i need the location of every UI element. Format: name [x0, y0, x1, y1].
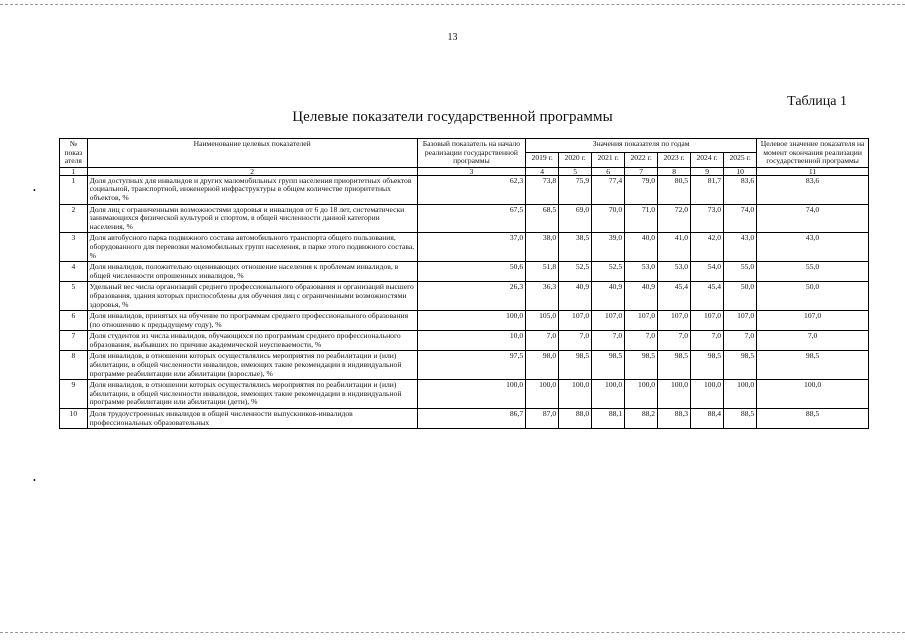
year-value: 107,0 [658, 311, 691, 331]
year-value: 88,2 [625, 409, 658, 429]
year-value: 73,0 [691, 204, 724, 233]
indicator-name: Доля лиц с ограниченными возможностями здоровья и инвалидов от 6 до 18 лет, систематически занимающихся физической культурой и спортом, в общей численности данной категории населения, % [87, 204, 417, 233]
table-row [60, 311, 869, 331]
column-number: 1 [60, 167, 88, 175]
year-value: 98,5 [724, 351, 757, 380]
header-base: Базовый показатель на начало реализации государственной программы [417, 139, 526, 168]
year-value: 72,0 [658, 204, 691, 233]
year-value: 7,0 [559, 331, 592, 351]
column-number: 4 [526, 167, 559, 175]
row-number: 10 [60, 409, 88, 429]
year-value: 100,0 [658, 380, 691, 409]
year-value: 74,0 [724, 204, 757, 233]
year-value: 7,0 [658, 331, 691, 351]
year-value: 55,0 [724, 262, 757, 282]
year-value: 50,0 [724, 282, 757, 311]
year-value: 38,0 [526, 233, 559, 262]
target-value: 88,5 [757, 409, 869, 429]
row-number: 1 [60, 175, 88, 204]
year-value: 75,9 [559, 175, 592, 204]
year-value: 45,4 [658, 282, 691, 311]
year-value: 98,5 [592, 351, 625, 380]
year-value: 107,0 [724, 311, 757, 331]
table-row [60, 351, 869, 380]
year-value: 7,0 [691, 331, 724, 351]
indicator-name: Доля доступных для инвалидов и других маломобильных групп населения приоритетных объектов социальной, транспортной, инженерной инфраструктуры в общем количестве приоритетных объектов, % [87, 175, 417, 204]
year-value: 36,3 [526, 282, 559, 311]
year-value: 98,0 [526, 351, 559, 380]
header-values-by-year: Значения показателя по годам [526, 139, 757, 153]
row-number: 7 [60, 331, 88, 351]
table-row [60, 409, 869, 429]
base-value: 50,6 [417, 262, 526, 282]
indicator-name: Доля трудоустроенных инвалидов в общей численности выпускников-инвалидов профессиональных образовательных [87, 409, 417, 429]
column-number: 11 [757, 167, 869, 175]
column-number: 6 [592, 167, 625, 175]
row-number: 9 [60, 380, 88, 409]
year-value: 52,5 [592, 262, 625, 282]
year-value: 52,5 [559, 262, 592, 282]
year-value: 7,0 [592, 331, 625, 351]
year-value: 53,0 [658, 262, 691, 282]
year-value: 42,0 [691, 233, 724, 262]
year-value: 70,0 [592, 204, 625, 233]
year-value: 45,4 [691, 282, 724, 311]
year-value: 77,4 [592, 175, 625, 204]
year-value: 40,0 [625, 233, 658, 262]
column-number: 7 [625, 167, 658, 175]
year-value: 98,5 [559, 351, 592, 380]
table-label: Таблица 1 [787, 94, 847, 109]
year-value: 68,5 [526, 204, 559, 233]
year-value: 71,0 [625, 204, 658, 233]
year-value: 7,0 [625, 331, 658, 351]
year-value: 88,4 [691, 409, 724, 429]
target-value: 107,0 [757, 311, 869, 331]
indicator-name: Доля студентов из числа инвалидов, обучающихся по программам среднего профессионального образования, выбывших по причине академической неуспеваемости, % [87, 331, 417, 351]
year-value: 107,0 [691, 311, 724, 331]
year-value: 79,0 [625, 175, 658, 204]
target-value: 50,0 [757, 282, 869, 311]
base-value: 97,5 [417, 351, 526, 380]
year-value: 43,0 [724, 233, 757, 262]
target-value: 100,0 [757, 380, 869, 409]
header-year: 2024 г. [691, 153, 724, 167]
year-value: 105,0 [526, 311, 559, 331]
column-number-row [60, 167, 869, 175]
year-value: 39,0 [592, 233, 625, 262]
year-value: 88,1 [592, 409, 625, 429]
table-row [60, 262, 869, 282]
year-value: 81,7 [691, 175, 724, 204]
year-value: 107,0 [559, 311, 592, 331]
header-year: 2019 г. [526, 153, 559, 167]
base-value: 100,0 [417, 311, 526, 331]
year-value: 100,0 [526, 380, 559, 409]
year-value: 40,9 [625, 282, 658, 311]
year-value: 88,5 [724, 409, 757, 429]
header-year: 2023 г. [658, 153, 691, 167]
year-value: 107,0 [592, 311, 625, 331]
base-value: 100,0 [417, 380, 526, 409]
page-number: 13 [447, 32, 458, 43]
column-number: 9 [691, 167, 724, 175]
header-year: 2022 г. [625, 153, 658, 167]
column-number: 2 [87, 167, 417, 175]
year-value: 98,5 [658, 351, 691, 380]
row-number: 3 [60, 233, 88, 262]
indicator-name: Доля автобусного парка подвижного состава автомобильного транспорта общего пользования, оборудованного для перевозки маломобильных групп населения, в парке этого подвижного состава, % [87, 233, 417, 262]
table-row [60, 331, 869, 351]
year-value: 51,8 [526, 262, 559, 282]
column-number: 8 [658, 167, 691, 175]
header-target: Целевое значение показателя на момент окончания реализации государственной программы [757, 139, 869, 168]
year-value: 100,0 [559, 380, 592, 409]
row-number: 4 [60, 262, 88, 282]
header-year: 2021 г. [592, 153, 625, 167]
year-value: 100,0 [625, 380, 658, 409]
row-number: 8 [60, 351, 88, 380]
year-value: 53,0 [625, 262, 658, 282]
table-row [60, 282, 869, 311]
base-value: 62,3 [417, 175, 526, 204]
year-value: 100,0 [724, 380, 757, 409]
target-value: 74,0 [757, 204, 869, 233]
header-num: № показ ателя [60, 139, 88, 168]
column-number: 10 [724, 167, 757, 175]
year-value: 87,0 [526, 409, 559, 429]
row-number: 5 [60, 282, 88, 311]
margin-dot: • [33, 476, 36, 485]
year-value: 7,0 [724, 331, 757, 351]
base-value: 67,5 [417, 204, 526, 233]
target-value: 55,0 [757, 262, 869, 282]
table-row [60, 380, 869, 409]
year-value: 40,9 [592, 282, 625, 311]
row-number: 6 [60, 311, 88, 331]
year-value: 88,0 [559, 409, 592, 429]
base-value: 26,3 [417, 282, 526, 311]
year-value: 40,9 [559, 282, 592, 311]
indicator-name: Доля инвалидов, положительно оценивающих отношение населения к проблемам инвалидов, в общей численности опрошенных инвалидов, % [87, 262, 417, 282]
margin-dot: • [33, 186, 36, 195]
year-value: 54,0 [691, 262, 724, 282]
bottom-scan-edge [0, 632, 905, 633]
year-value: 69,0 [559, 204, 592, 233]
base-value: 37,0 [417, 233, 526, 262]
year-value: 98,5 [691, 351, 724, 380]
indicator-name: Доля инвалидов, в отношении которых осуществлялись мероприятия по реабилитации и (или) абилитации, в общей численности инвалидов, имеющих такие рекомендации в индивидуальной программе реабилитации или абилитации (дети), % [87, 380, 417, 409]
target-value: 7,0 [757, 331, 869, 351]
year-value: 38,5 [559, 233, 592, 262]
indicator-name: Удельный вес числа организаций среднего профессионального образования и организаций высшего образования, здания которых приспособлены для обучения лиц с ограниченными возможностями здоровья, % [87, 282, 417, 311]
top-scan-edge [0, 4, 905, 5]
year-value: 88,3 [658, 409, 691, 429]
header-name: Наименование целевых показателей [87, 139, 417, 168]
year-value: 107,0 [625, 311, 658, 331]
indicators-table [59, 138, 869, 429]
indicator-name: Доля инвалидов, принятых на обучение по программам среднего профессионального образования (по отношению к предыдущему году), % [87, 311, 417, 331]
target-value: 43,0 [757, 233, 869, 262]
table-row [60, 233, 869, 262]
base-value: 86,7 [417, 409, 526, 429]
year-value: 98,5 [625, 351, 658, 380]
column-number: 3 [417, 167, 526, 175]
header-year: 2025 г. [724, 153, 757, 167]
year-value: 100,0 [691, 380, 724, 409]
year-value: 73,8 [526, 175, 559, 204]
column-number: 5 [559, 167, 592, 175]
year-value: 7,0 [526, 331, 559, 351]
base-value: 10,0 [417, 331, 526, 351]
table-row [60, 204, 869, 233]
year-value: 100,0 [592, 380, 625, 409]
target-value: 83,6 [757, 175, 869, 204]
indicator-name: Доля инвалидов, в отношении которых осуществлялись мероприятия по реабилитации и (или) абилитации, в общей численности инвалидов, имеющих такие рекомендации в индивидуальной программе реабилитации или абилитации (взрослые), % [87, 351, 417, 380]
document-title: Целевые показатели государственной программы [292, 109, 613, 125]
year-value: 80,5 [658, 175, 691, 204]
year-value: 83,6 [724, 175, 757, 204]
year-value: 41,0 [658, 233, 691, 262]
header-year: 2020 г. [559, 153, 592, 167]
row-number: 2 [60, 204, 88, 233]
target-value: 98,5 [757, 351, 869, 380]
table-row [60, 175, 869, 204]
